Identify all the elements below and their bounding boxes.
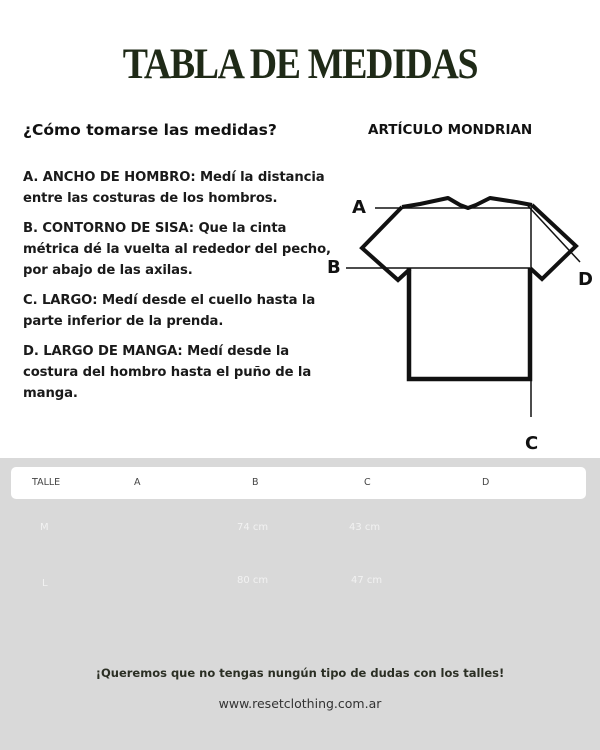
cell-talle: L: [42, 578, 48, 589]
size-table: [0, 458, 600, 750]
label-c: C: [525, 433, 539, 454]
cell-b: 80 cm: [237, 575, 269, 586]
cell-talle: M: [40, 522, 49, 533]
table-header: [11, 467, 586, 499]
label-d: D: [578, 269, 593, 290]
instruction-b: B. CONTORNO DE SISA: Que la cinta métrica dé la vuelta al rededor del pecho, por abajo de las axilas.: [23, 221, 331, 278]
instruction-a: A. ANCHO DE HOMBRO: Medí la distancia entre las costuras de los hombros.: [23, 170, 325, 206]
header-d: D: [482, 477, 490, 488]
website-link[interactable]: www.resetclothing.com.ar: [218, 696, 382, 711]
cell-c: 47 cm: [351, 575, 383, 586]
tshirt-diagram: [320, 180, 600, 460]
header-c: C: [364, 477, 371, 488]
cell-b: 74 cm: [237, 522, 269, 533]
cell-c: 43 cm: [349, 522, 381, 533]
article-heading: ARTÍCULO MONDRIAN: [368, 122, 533, 138]
how-to-heading: ¿Cómo tomarse las medidas?: [23, 121, 277, 139]
label-a: A: [352, 197, 366, 218]
instruction-d: D. LARGO DE MANGA: Medí desde la costura del hombro hasta el puño de la manga.: [23, 344, 312, 401]
tshirt-outline-icon: [320, 180, 600, 460]
header-b: B: [252, 477, 259, 488]
label-b: B: [327, 257, 341, 278]
footer-message: ¡Queremos que no tengas nungún tipo de dudas con los talles!: [95, 666, 505, 680]
header-talle: TALLE: [32, 477, 61, 488]
instruction-c: C. LARGO: Medí desde el cuello hasta la parte inferior de la prenda.: [23, 293, 316, 329]
instructions-list: [23, 167, 343, 413]
page-title: TABLA DE MEDIDAS: [122, 41, 478, 88]
header-a: A: [134, 477, 141, 488]
